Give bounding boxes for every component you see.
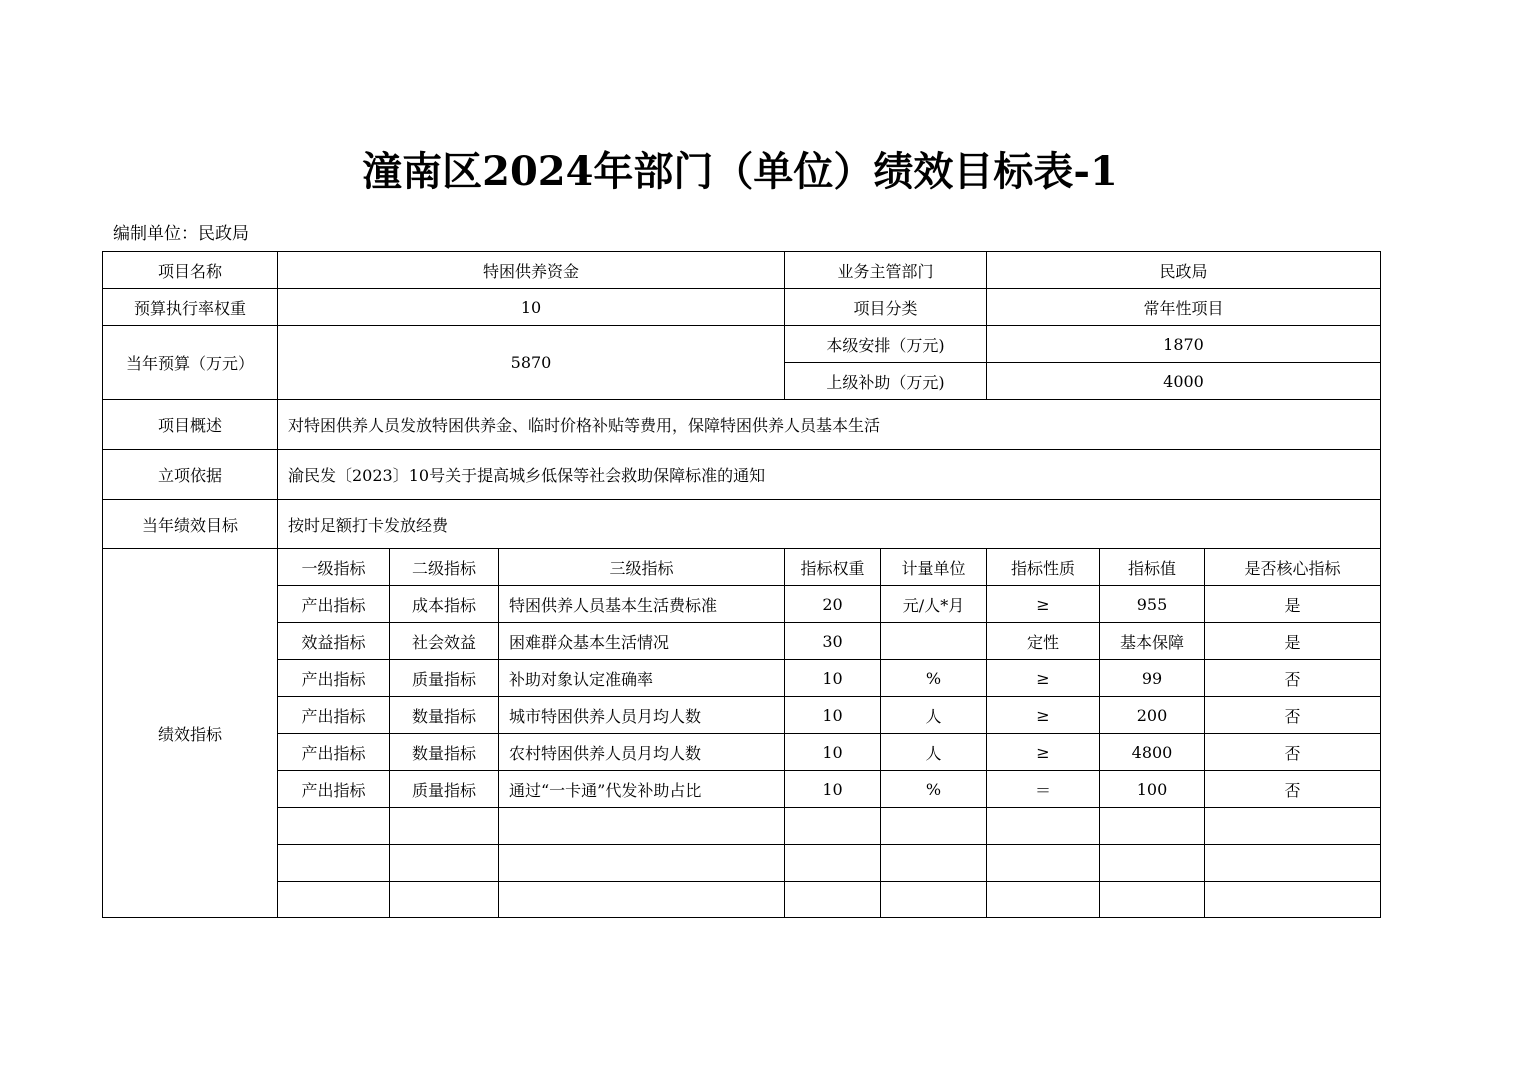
nature-cell: ≥ [987,734,1100,771]
budget-label: 当年预算（万元） [103,326,278,400]
overview-label: 项目概述 [103,400,278,450]
weight-cell: 10 [785,771,881,808]
level3-cell: 农村特困供养人员月均人数 [499,734,785,771]
nature-cell: ≥ [987,697,1100,734]
weight-label: 预算执行率权重 [103,289,278,326]
header-level2: 二级指标 [390,549,499,586]
weight-cell: 20 [785,586,881,623]
weight-cell: 10 [785,734,881,771]
nature-cell: ≥ [987,586,1100,623]
overview-value: 对特困供养人员发放特困供养金、临时价格补贴等费用，保障特困供养人员基本生活 [278,400,1381,450]
upper-value: 4000 [987,363,1381,400]
header-level3: 三级指标 [499,549,785,586]
unit-cell: 人 [881,734,987,771]
value-cell: 955 [1100,586,1205,623]
header-weight: 指标权重 [785,549,881,586]
weight-cell: 10 [785,660,881,697]
local-value: 1870 [987,326,1381,363]
nature-cell: ＝ [987,771,1100,808]
row-budget-local [103,326,1381,363]
category-label: 项目分类 [785,289,987,326]
table-row [103,771,1381,808]
core-cell: 否 [1205,697,1381,734]
level3-cell: 特困供养人员基本生活费标准 [499,586,785,623]
table-row [103,734,1381,771]
unit-cell [881,623,987,660]
table-row [103,660,1381,697]
basis-label: 立项依据 [103,450,278,500]
header-level1: 一级指标 [278,549,390,586]
project-name-value: 特困供养资金 [278,252,785,289]
level3-cell: 补助对象认定准确率 [499,660,785,697]
level2-cell: 数量指标 [390,734,499,771]
value-cell: 99 [1100,660,1205,697]
header-value: 指标值 [1100,549,1205,586]
level3-cell: 困难群众基本生活情况 [499,623,785,660]
level2-cell: 质量指标 [390,660,499,697]
row-overview [103,400,1381,450]
row-goal [103,500,1381,549]
upper-label: 上级补助（万元) [785,363,987,400]
project-name-label: 项目名称 [103,252,278,289]
unit-cell: 元/人*月 [881,586,987,623]
empty-row [103,845,1381,882]
core-cell: 否 [1205,660,1381,697]
row-basis [103,450,1381,500]
dept-label: 业务主管部门 [785,252,987,289]
row-project-name [103,252,1381,289]
core-cell: 是 [1205,586,1381,623]
level3-cell: 城市特困供养人员月均人数 [499,697,785,734]
level1-cell: 产出指标 [278,586,390,623]
basis-value: 渝民发〔2023〕10号关于提高城乡低保等社会救助保障标准的通知 [278,450,1381,500]
table-row [103,623,1381,660]
org-label: 编制单位：民政局 [113,224,249,244]
level3-cell: 通过“一卡通”代发补助占比 [499,771,785,808]
table-row [103,586,1381,623]
level2-cell: 成本指标 [390,586,499,623]
header-core: 是否核心指标 [1205,549,1381,586]
unit-cell: % [881,660,987,697]
local-label: 本级安排（万元) [785,326,987,363]
value-cell: 4800 [1100,734,1205,771]
level1-cell: 产出指标 [278,734,390,771]
nature-cell: ≥ [987,660,1100,697]
core-cell: 否 [1205,771,1381,808]
goal-label: 当年绩效目标 [103,500,278,549]
level1-cell: 效益指标 [278,623,390,660]
budget-value: 5870 [278,326,785,400]
core-cell: 否 [1205,734,1381,771]
empty-row [103,808,1381,845]
dept-value: 民政局 [987,252,1381,289]
weight-cell: 10 [785,697,881,734]
performance-table [102,251,1381,918]
row-weight [103,289,1381,326]
level1-cell: 产出指标 [278,771,390,808]
category-value: 常年性项目 [987,289,1381,326]
empty-row [103,882,1381,918]
table-row [103,697,1381,734]
weight-value: 10 [278,289,785,326]
header-nature: 指标性质 [987,549,1100,586]
unit-cell: 人 [881,697,987,734]
indicator-header-row [103,549,1381,586]
unit-cell: % [881,771,987,808]
header-unit: 计量单位 [881,549,987,586]
level2-cell: 质量指标 [390,771,499,808]
level1-cell: 产出指标 [278,697,390,734]
level2-cell: 数量指标 [390,697,499,734]
page-title: 潼南区2024年部门（单位）绩效目标表-1 [362,148,1118,195]
indicator-label: 绩效指标 [103,549,278,918]
nature-cell: 定性 [987,623,1100,660]
level1-cell: 产出指标 [278,660,390,697]
value-cell: 100 [1100,771,1205,808]
core-cell: 是 [1205,623,1381,660]
value-cell: 200 [1100,697,1205,734]
value-cell: 基本保障 [1100,623,1205,660]
level2-cell: 社会效益 [390,623,499,660]
goal-value: 按时足额打卡发放经费 [278,500,1381,549]
weight-cell: 30 [785,623,881,660]
